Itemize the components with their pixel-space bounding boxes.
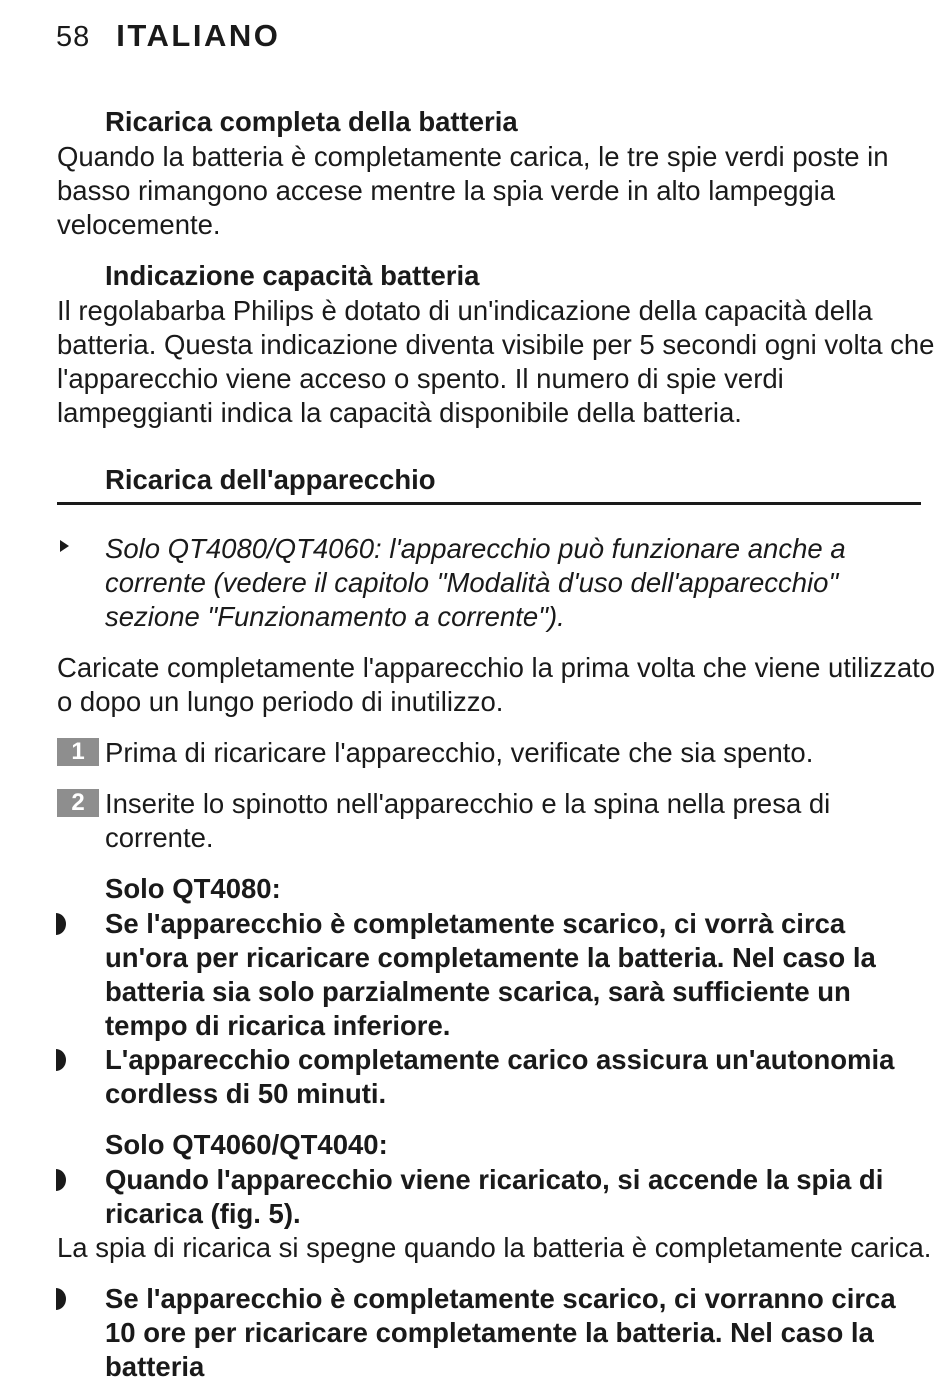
note-paragraph: Solo QT4080/QT4060: l'apparecchio può funzionare anche a corrente (vedere il capitolo "Modalità d'uso dell'apparecchio" sezione "Funzionamento a corrente"). <box>105 533 846 632</box>
heading-rule <box>57 502 921 505</box>
intro-paragraph: Caricate completamente l'apparecchio la prima volta che viene utilizzato o dopo un lungo periodo di inutilizzo. <box>57 652 936 717</box>
qt4060-bullet: Se l'apparecchio è completamente scarico, ci vorranno circa 10 ore per ricaricare completamente la batteria. Nel caso la batteria <box>105 1283 896 1382</box>
step-number-box: 2 <box>57 789 99 817</box>
qt4060-heading: Solo QT4060/QT4040: <box>105 1129 388 1160</box>
qt4080-bullet: L'apparecchio completamente carico assicura un'autonomia cordless di 50 minuti. <box>105 1044 895 1109</box>
step-text: Inserite lo spinotto nell'apparecchio e la spina nella presa di corrente. <box>105 788 831 853</box>
half-circle-bullet-icon <box>56 1288 66 1310</box>
step-number-box: 1 <box>57 738 99 766</box>
charging-heading: Ricarica dell'apparecchio <box>105 464 436 495</box>
qt4080-bullet: Se l'apparecchio è completamente scarico, ci vorrà circa un'ora per ricaricare completamente la batteria. Nel caso la batteria sia solo parzialmente scarica, sarà sufficiente un tempo di ricarica inferiore. <box>105 908 876 1041</box>
charging-light-paragraph: La spia di ricarica si spegne quando la batteria è completamente carica. <box>57 1232 932 1263</box>
running-header <box>56 18 280 58</box>
section-title: ITALIANO <box>116 18 281 53</box>
arrow-bullet-icon <box>60 540 69 552</box>
capacity-paragraph: Il regolabarba Philips è dotato di un'indicazione della capacità della batteria. Questa indicazione diventa visibile per 5 secondi ogni volta che l'apparecchio viene acceso o spento. Il numero di spie verdi lampeggianti indica la capacità disponibile della batteria. <box>57 295 935 428</box>
full-charge-heading: Ricarica completa della batteria <box>105 106 518 137</box>
half-circle-bullet-icon <box>56 1049 66 1071</box>
page-number: 58 <box>56 21 91 53</box>
step-text: Prima di ricaricare l'apparecchio, verificate che sia spento. <box>105 737 814 768</box>
half-circle-bullet-icon <box>56 1169 66 1191</box>
capacity-heading: Indicazione capacità batteria <box>105 260 480 291</box>
half-circle-bullet-icon <box>56 913 66 935</box>
qt4060-bullet: Quando l'apparecchio viene ricaricato, si accende la spia di ricarica (fig. 5). <box>105 1164 884 1229</box>
full-charge-paragraph: Quando la batteria è completamente carica, le tre spie verdi poste in basso rimangono accese mentre la spia verde in alto lampeggia velocemente. <box>57 141 889 240</box>
qt4080-heading: Solo QT4080: <box>105 873 281 904</box>
